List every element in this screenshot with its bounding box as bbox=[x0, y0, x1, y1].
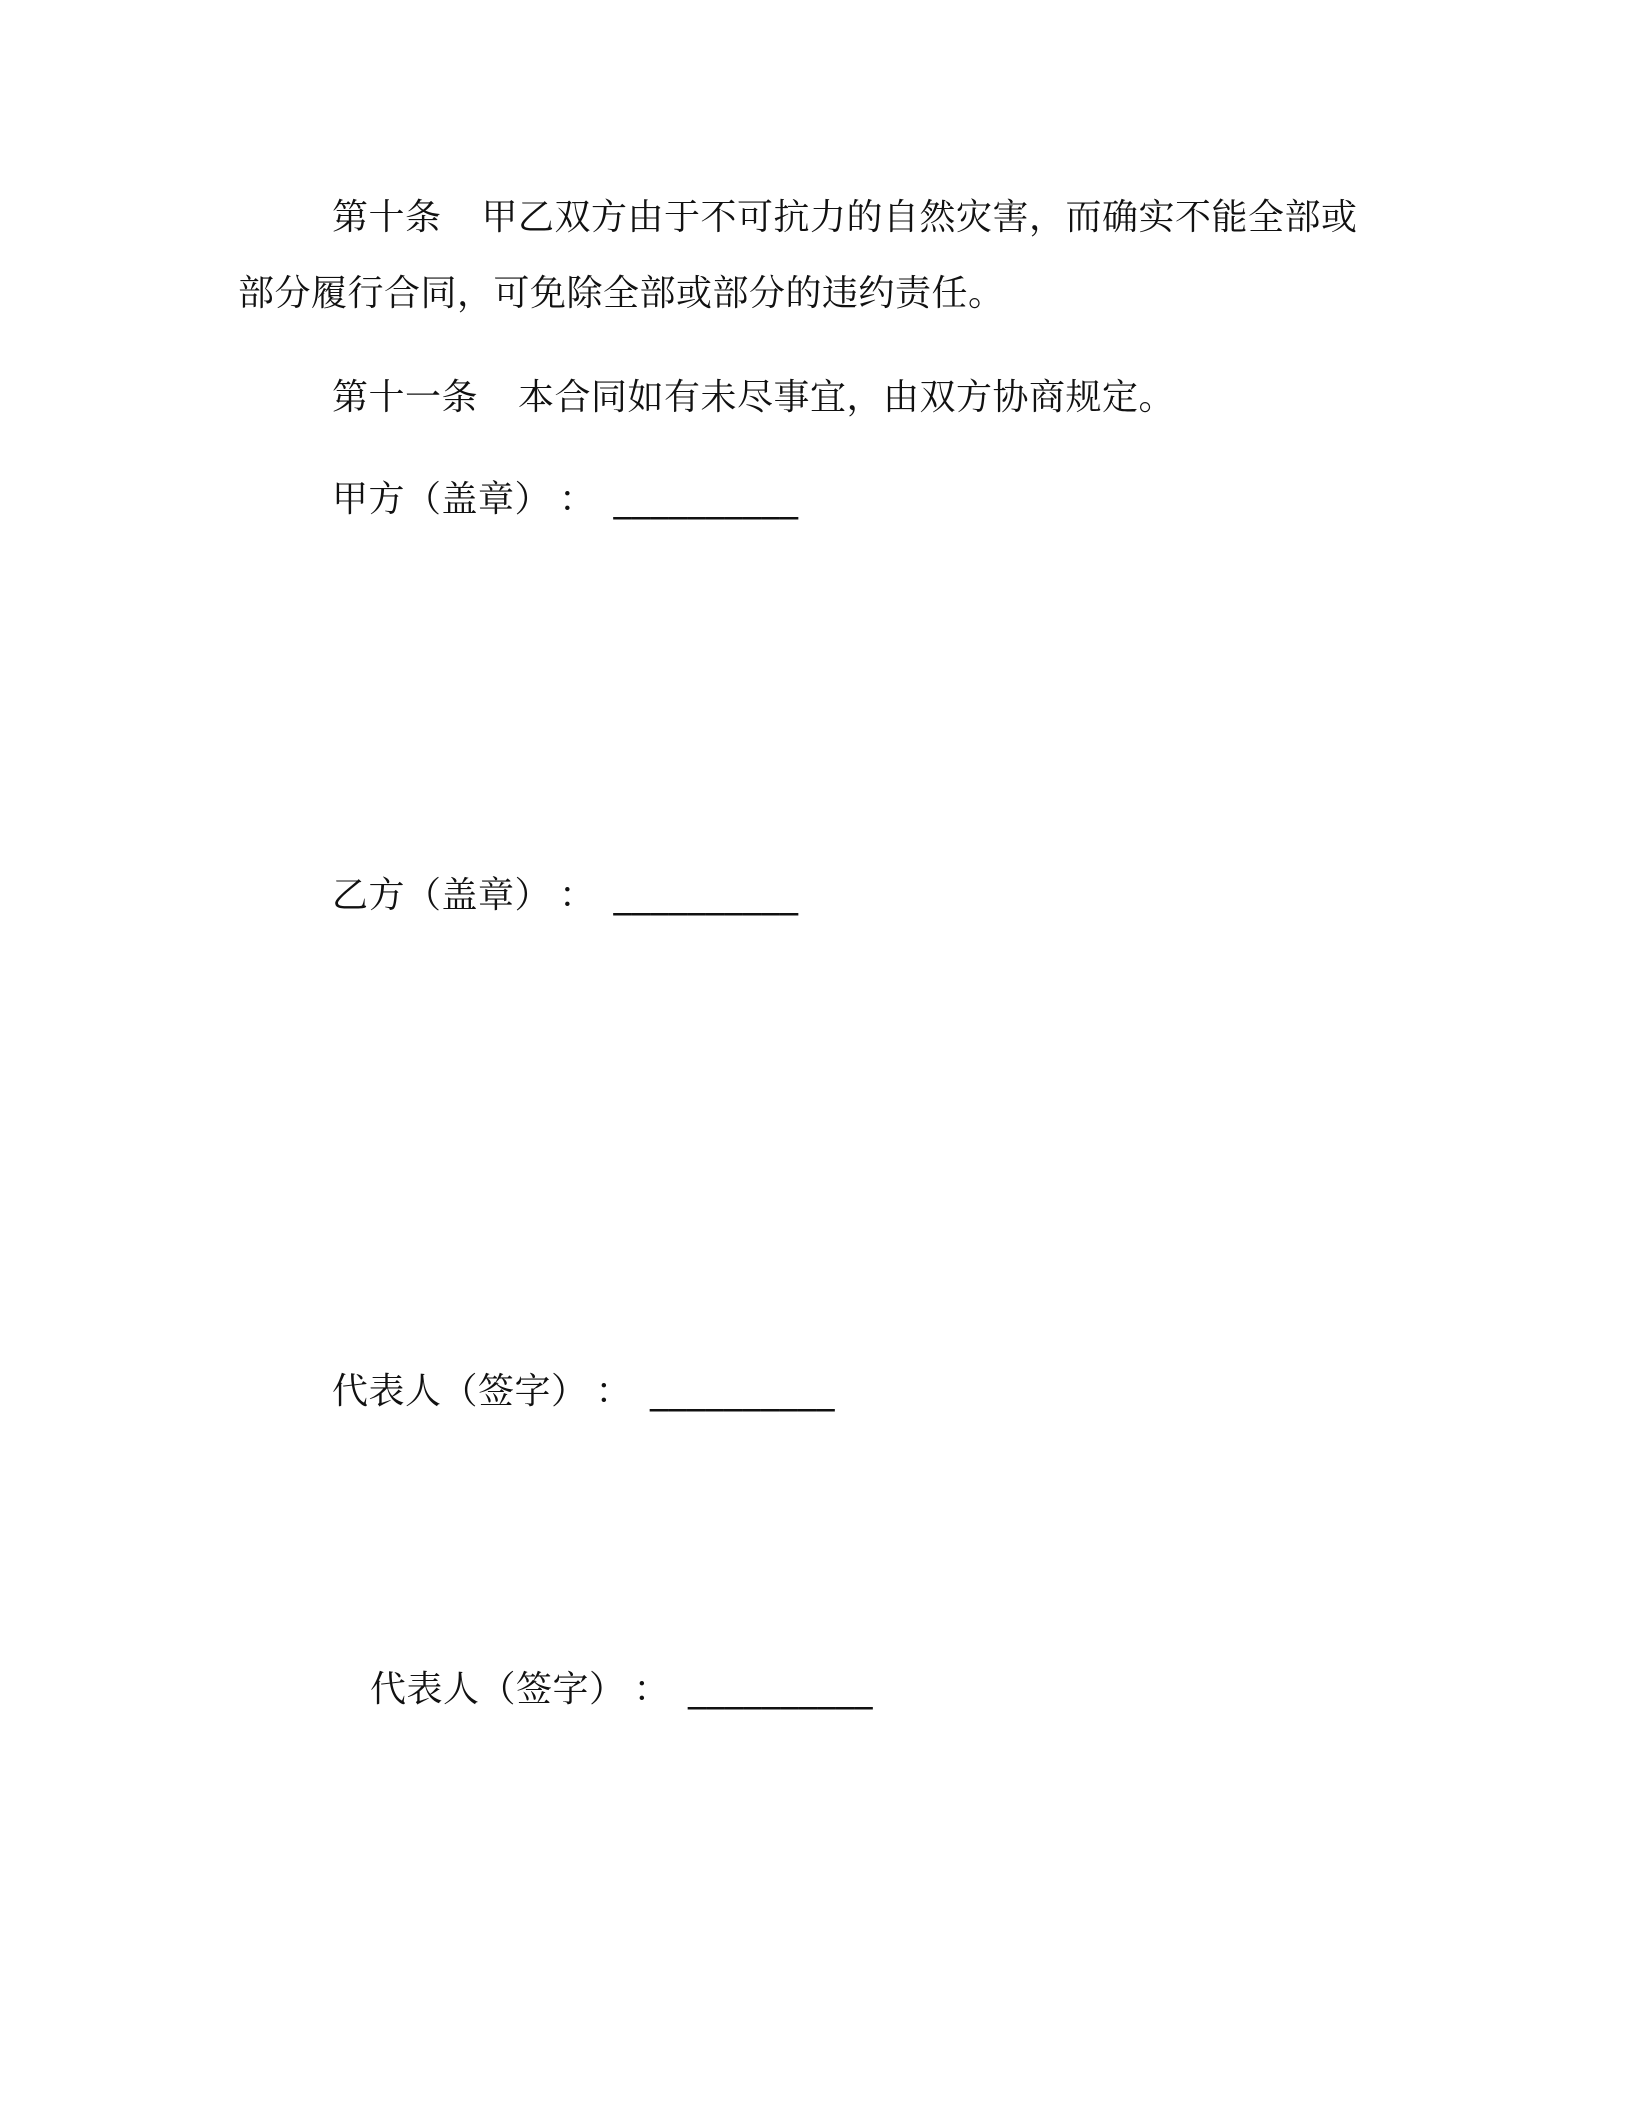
party-b-label: 乙方（盖章） bbox=[332, 875, 552, 916]
article-11-label: 第十一条 bbox=[332, 377, 479, 418]
representative-signature-1 bbox=[332, 1370, 835, 1414]
rep-1-colon: ： bbox=[595, 1371, 633, 1412]
rep-1-label: 代表人（签字） bbox=[332, 1371, 588, 1412]
party-b-colon: ： bbox=[559, 875, 596, 916]
rep-2-label: 代表人（签字） bbox=[370, 1669, 626, 1710]
article-10-line-1 bbox=[332, 196, 1358, 240]
article-10-line-2 bbox=[238, 272, 1005, 316]
party-b-seal bbox=[332, 874, 799, 918]
party-a-seal bbox=[332, 478, 799, 522]
party-a-blank: __________ bbox=[613, 479, 799, 520]
article-10-text-2: 部分履行合同，可免除全部或部分的违约责任。 bbox=[238, 273, 1005, 314]
representative-signature-2 bbox=[370, 1668, 873, 1712]
rep-2-colon: ： bbox=[633, 1669, 671, 1710]
rep-1-blank: __________ bbox=[650, 1371, 836, 1412]
article-10-label: 第十条 bbox=[332, 197, 442, 238]
article-11-text: 本合同如有未尽事宜，由双方协商规定。 bbox=[518, 377, 1176, 418]
party-a-colon: ： bbox=[559, 479, 596, 520]
article-11 bbox=[332, 376, 1175, 420]
party-a-label: 甲方（盖章） bbox=[332, 479, 552, 520]
rep-2-blank: __________ bbox=[688, 1669, 874, 1710]
party-b-blank: __________ bbox=[613, 875, 799, 916]
article-10-text-1: 甲乙双方由于不可抗力的自然灾害，而确实不能全部或 bbox=[481, 197, 1358, 238]
